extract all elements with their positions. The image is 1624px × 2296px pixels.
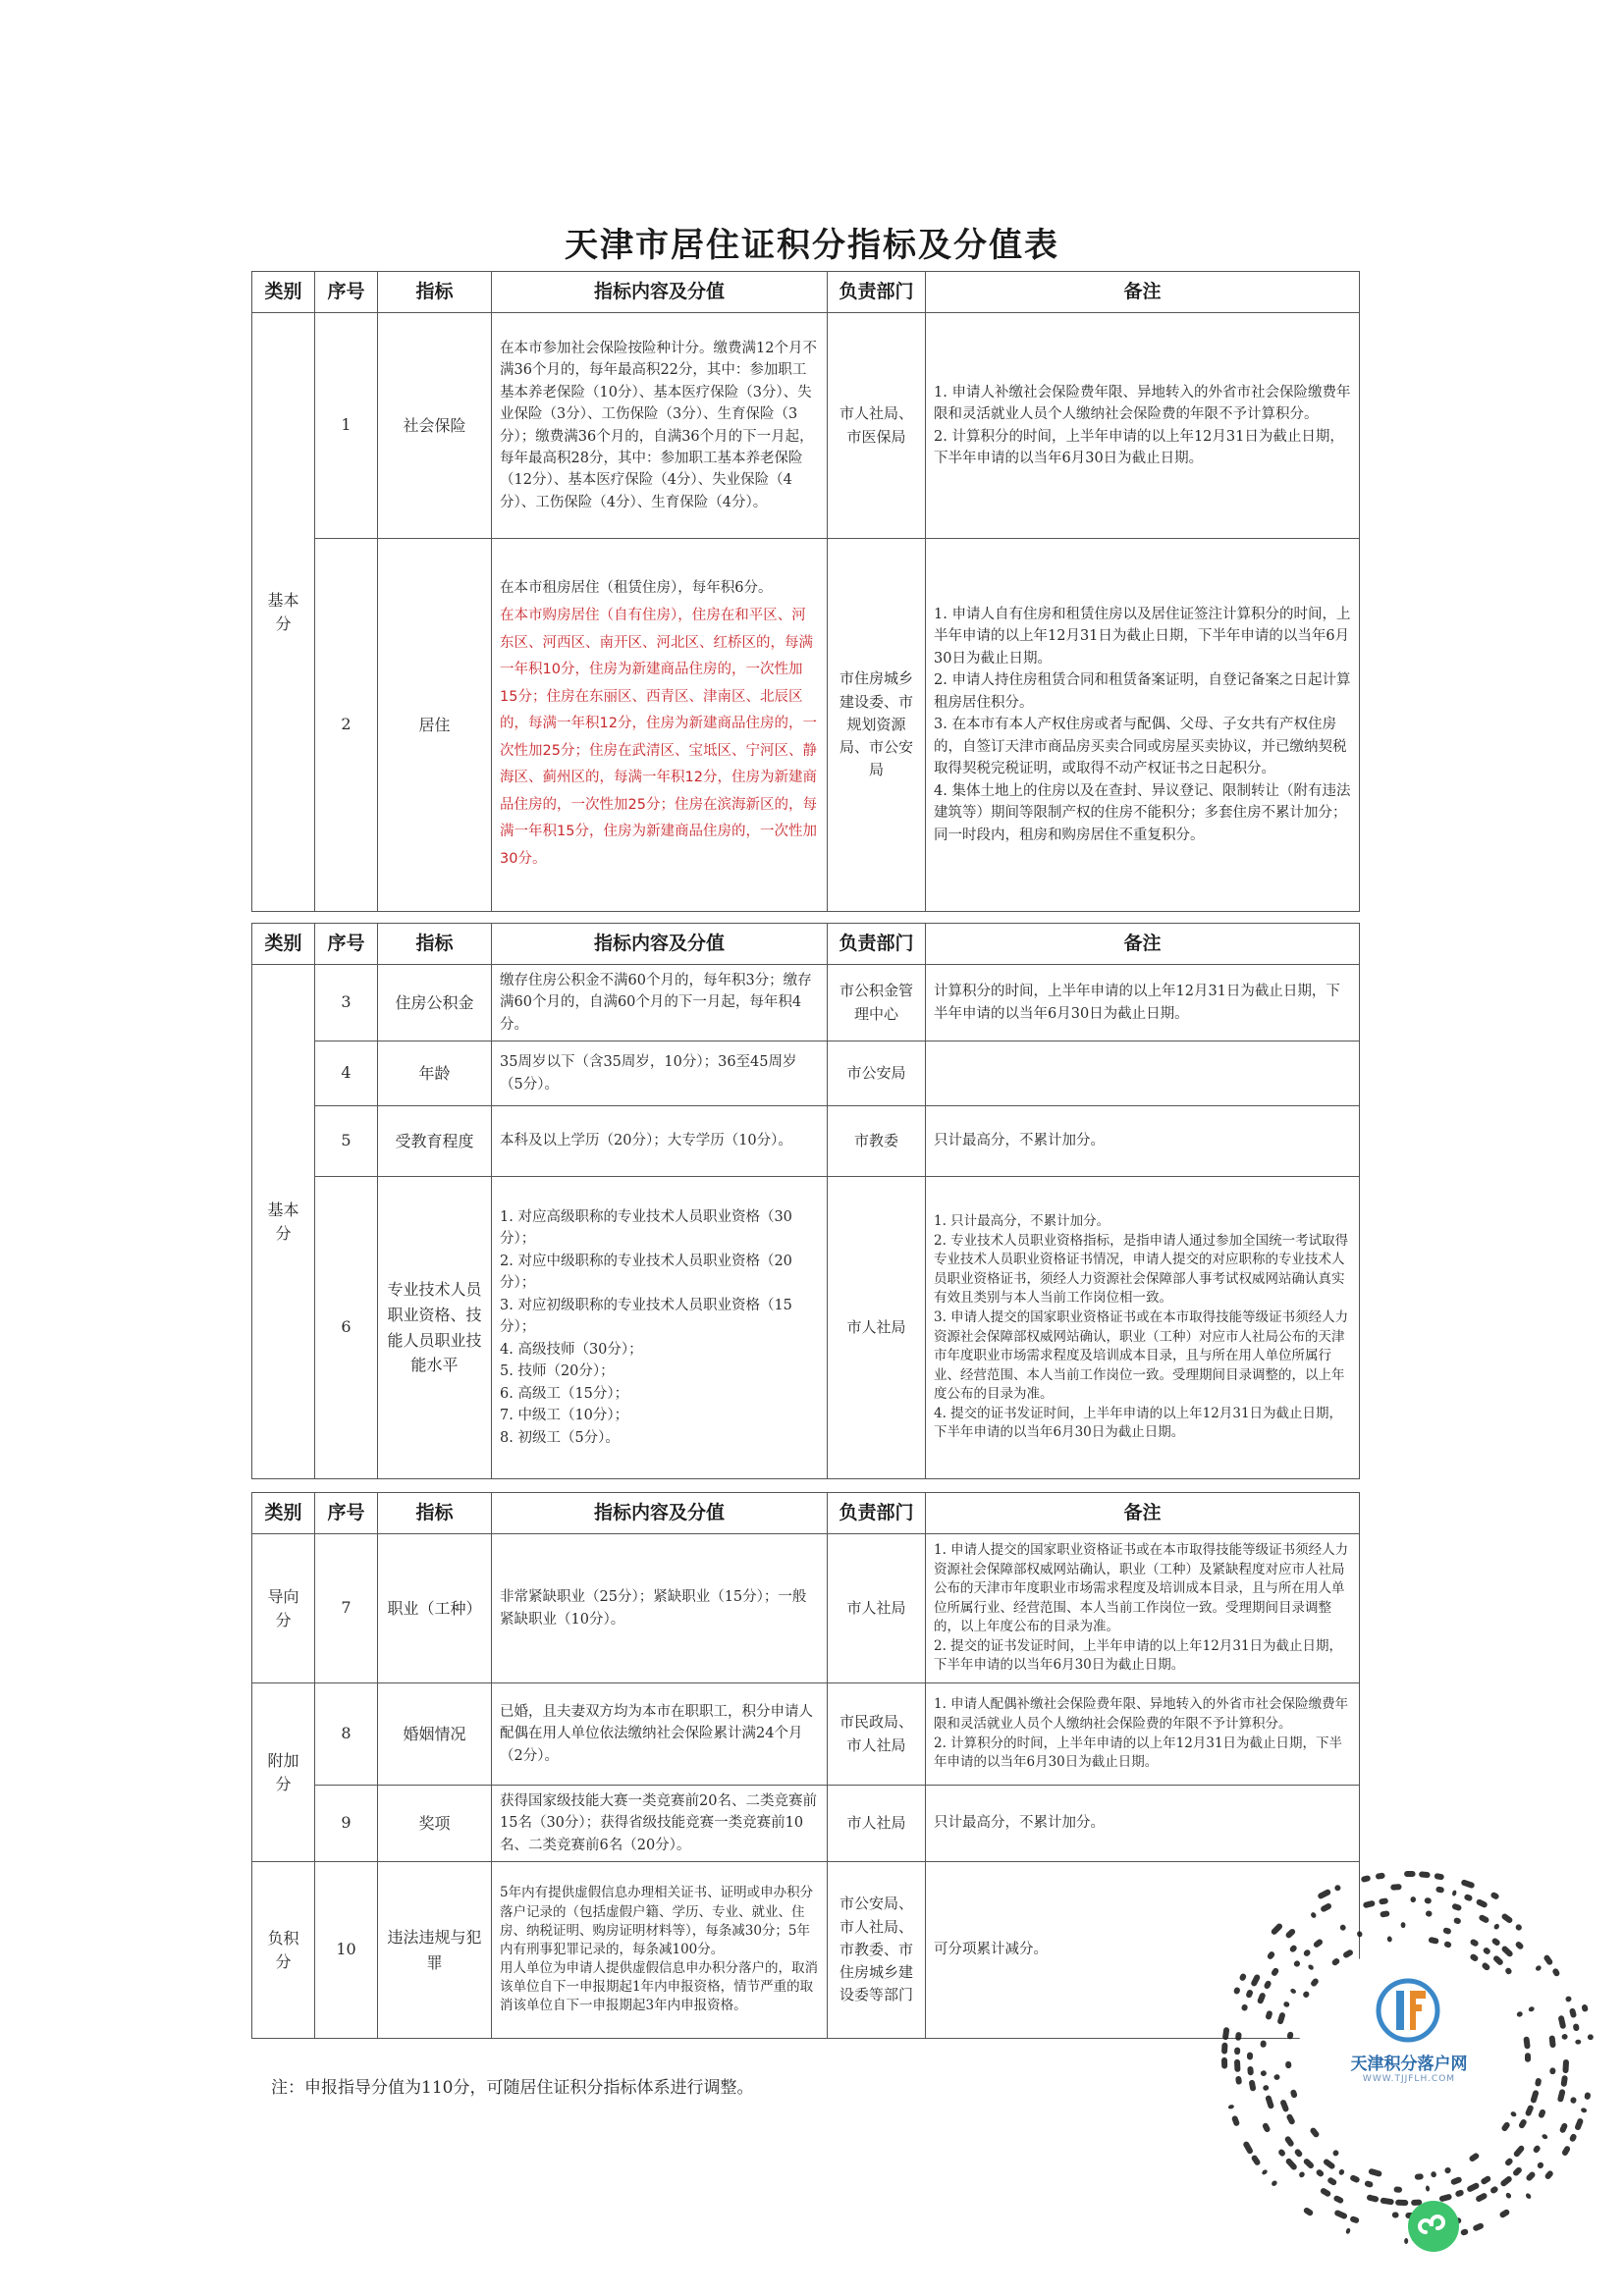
department-cell: 市公安局、市人社局、市教委、市住房城乡建设委等部门 bbox=[828, 1862, 926, 2039]
qr-dot bbox=[1333, 2210, 1348, 2220]
qr-dot bbox=[1310, 1977, 1320, 1988]
indicator-cell: 专业技术人员职业资格、技能人员职业技能水平 bbox=[378, 1177, 492, 1479]
qr-dot bbox=[1557, 2015, 1566, 2030]
qr-dot bbox=[1492, 1954, 1504, 1966]
qr-dot bbox=[1463, 1894, 1473, 1902]
qr-dot bbox=[1323, 2158, 1336, 2170]
qr-dot bbox=[1247, 2066, 1254, 2076]
qr-dot bbox=[1560, 2075, 1568, 2087]
qr-dot bbox=[1573, 2023, 1580, 2031]
content-cell bbox=[492, 539, 828, 912]
qr-dot bbox=[1293, 2148, 1303, 2158]
qr-dot bbox=[1468, 2152, 1480, 2163]
header-content: 指标内容及分值 bbox=[492, 1493, 828, 1534]
indicator-cell: 住房公积金 bbox=[378, 965, 492, 1041]
header-category: 类别 bbox=[252, 1493, 315, 1534]
qr-dot bbox=[1390, 1884, 1402, 1891]
qr-dot bbox=[1428, 1937, 1439, 1945]
content-cell: 本科及以上学历（20分）；大专学历（10分）。 bbox=[492, 1106, 828, 1177]
qr-dot bbox=[1525, 2170, 1537, 2182]
category-cell: 附加分 bbox=[252, 1683, 315, 1862]
row-number: 5 bbox=[315, 1106, 378, 1177]
header-indicator: 指标 bbox=[378, 1493, 492, 1534]
qr-dot bbox=[1267, 1950, 1276, 1960]
qr-dot bbox=[1330, 1957, 1340, 1967]
remarks-cell: 1. 申请人补缴社会保险费年限、异地转入的外省市社会保险缴费年限和灵活就业人员个人缴纳社会保险费的年限不予计算积分。 2. 计算积分的时间，上半年申请的以上年12月31日为截止日期，下半年申请的以当年6月30日为截止日期。 bbox=[926, 313, 1360, 539]
qr-dot bbox=[1285, 2061, 1291, 2069]
qr-dot bbox=[1562, 2059, 1569, 2073]
qr-dot bbox=[1307, 1963, 1315, 1970]
remarks-cell: 1. 申请人提交的国家职业资格证书或在本市取得技能等级证书须经人力资源社会保障部权威网站确认，职业（工种）及紧缺程度对应市人社局公布的天津市年度职业市场需求程度及培训成本目录，且与所在用人单位所属行业、经营范围、本人当前工作岗位一致。受理期间目录调整的，以上年度公布的目录为准。 2. 提交的证书发证时间，上半年申请的以上年12月31日为截止日期，下半年申请的以当年6月30日为截止日期。 bbox=[926, 1534, 1360, 1683]
points-table-section-1 bbox=[251, 271, 1360, 912]
department-cell: 市人社局 bbox=[828, 1786, 926, 1862]
remarks-cell: 1. 申请人自有住房和租赁住房以及居住证签注计算积分的时间，上半年申请的以上年12月31日为截止日期，下半年申请的以当年6月30日为截止日期。 2. 申请人持住房租赁合同和租赁备案证明，自登记备案之日起计算租房居住积分。 3. 在本市有本人产权住房或者与配偶、父母、子女共有产权住房的，自签订天津市商品房买卖合同或房屋买卖协议，并已缴纳契税取得契税完税证明，或取得不动产权证书之日起积分。 4. 集体土地上的住房以及在查封、异议登记、限制转让（附有违法建筑等）期间等限制产权的住房不能积分；多套住房不累计加分；同一时段内，租房和购房居住不重复积分。 bbox=[926, 539, 1360, 912]
qr-dot bbox=[1469, 1952, 1479, 1962]
remarks-cell: 计算积分的时间，上半年申请的以上年12月31日为截止日期，下半年申请的以当年6月30日为截止日期。 bbox=[926, 965, 1360, 1041]
qr-dot bbox=[1285, 2113, 1295, 2126]
header-content: 指标内容及分值 bbox=[492, 272, 828, 313]
qr-dot bbox=[1557, 2089, 1566, 2103]
qr-dot bbox=[1532, 2144, 1541, 2154]
qr-dot bbox=[1543, 2169, 1554, 2180]
qr-dot bbox=[1438, 2193, 1452, 2202]
qr-dot bbox=[1404, 2238, 1408, 2244]
qr-dot bbox=[1245, 1989, 1254, 1999]
remarks-cell: 可分项累计减分。 bbox=[926, 1862, 1360, 2039]
qr-dot bbox=[1265, 2010, 1272, 2020]
qr-dot bbox=[1528, 2005, 1535, 2012]
content-owned-housing: 在本市购房居住（自有住房），住房在和平区、河东区、河西区、南开区、河北区、红桥区的，每满一年积10分，住房为新建商品住房的，一次性加15分；住房在东丽区、西青区、津南区、北辰区的，每满一年积12分，住房为新建商品住房的，一次性加25分；住房在武清区、宝坻区、宁河区、静海区、蓟州区的，每满一年积12分，住房为新建商品住房的，一次性加25分；住房在滨海新区的，每满一年积15分，住房为新建商品住房的，一次性加30分。 bbox=[500, 608, 817, 867]
qr-dot bbox=[1342, 1949, 1354, 1958]
indicator-cell: 职业（工种） bbox=[378, 1534, 492, 1683]
qr-dot bbox=[1415, 2173, 1424, 2180]
remarks-cell: 1. 申请人配偶补缴社会保险费年限、异地转入的外省市社会保险缴费年限和灵活就业人员个人缴纳社会保险费的年限不予计算积分。 2. 计算积分的时间，上半年申请的以上年12月31日为截止日期，下半年申请的以当年6月30日为截止日期。 bbox=[926, 1683, 1360, 1786]
qr-dot bbox=[1235, 2032, 1242, 2041]
qr-dot bbox=[1303, 2158, 1316, 2169]
qr-dot bbox=[1548, 2035, 1555, 2048]
qr-dot bbox=[1242, 2141, 1254, 2156]
qr-dot bbox=[1363, 1900, 1376, 1909]
qr-dot bbox=[1551, 1967, 1560, 1977]
department-cell: 市人社局 bbox=[828, 1534, 926, 1683]
qr-dot bbox=[1271, 1967, 1280, 1977]
remarks-cell bbox=[926, 1041, 1360, 1106]
qr-dot bbox=[1221, 2043, 1228, 2055]
department-cell: 市公安局 bbox=[828, 1041, 926, 1106]
header-number: 序号 bbox=[315, 1493, 378, 1534]
qr-dot bbox=[1466, 2182, 1480, 2193]
table-header-row bbox=[252, 924, 1360, 965]
qr-dot bbox=[1303, 1949, 1312, 1957]
qr-dot bbox=[1380, 1910, 1390, 1917]
qr-dot bbox=[1500, 1945, 1514, 1957]
row-number: 9 bbox=[315, 1786, 378, 1862]
indicator-cell: 违法违规与犯罪 bbox=[378, 1862, 492, 2039]
qr-dot bbox=[1234, 2047, 1240, 2055]
qr-dot bbox=[1289, 1988, 1296, 1995]
qr-dot bbox=[1379, 1897, 1388, 1904]
footnote: 注：申报指导分值为110分，可随居住证积分指标体系进行调整。 bbox=[271, 2078, 754, 2098]
qr-dot bbox=[1263, 1980, 1272, 1990]
qr-dot bbox=[1361, 1875, 1372, 1883]
content-cell: 1. 对应高级职称的专业技术人员职业资格（30分）； 2. 对应中级职称的专业技术人员职业资格（20分）； 3. 对应初级职称的专业技术人员职业资格（15分）； 4. 高级技师（30分）； 5. 技师（20分）； 6. 高级工（15分）； 7. 中级工（10分）； 8. 初级工（5分）。 bbox=[492, 1177, 828, 1479]
qr-dot bbox=[1222, 2027, 1230, 2041]
row-number: 8 bbox=[315, 1683, 378, 1786]
qr-dot bbox=[1426, 1910, 1433, 1917]
qr-dot bbox=[1404, 1871, 1416, 1877]
qr-dot bbox=[1261, 2070, 1268, 2076]
qr-dot bbox=[1535, 2078, 1542, 2087]
qr-dot bbox=[1525, 2053, 1531, 2062]
table-row bbox=[252, 1177, 1360, 1479]
qr-dot bbox=[1410, 1896, 1416, 1902]
qr-dot bbox=[1249, 2079, 1257, 2091]
qr-dot bbox=[1288, 1944, 1297, 1953]
table-header-row bbox=[252, 272, 1360, 313]
remarks-cell: 只计最高分，不累计加分。 bbox=[926, 1106, 1360, 1177]
category-cell: 基本分 bbox=[252, 313, 315, 912]
qr-dot bbox=[1386, 1936, 1392, 1943]
qr-dot bbox=[1271, 2179, 1278, 2187]
category-cell: 负积分 bbox=[252, 1862, 315, 2039]
qr-dot bbox=[1313, 1938, 1325, 1949]
qr-dot bbox=[1257, 1992, 1267, 2004]
qr-dot bbox=[1481, 1961, 1490, 1971]
qr-dot bbox=[1434, 1873, 1444, 1881]
indicator-cell: 受教育程度 bbox=[378, 1106, 492, 1177]
qr-dot bbox=[1247, 2053, 1253, 2060]
remarks-cell: 1. 只计最高分，不累计加分。 2. 专业技术人员职业资格指标，是指申请人通过参加全国统一考试取得专业技术人员职业资格证书情况，申请人提交的对应职称的专业技术人员职业资格证书，须经人力资源社会保障部人事考试权威网站确认真实有效且类别与本人当前工作岗位相一致。 3. 申请人提交的国家职业资格证书或在本市取得技能等级证书须经人力资源社会保障部权威网站确认，职业（工种）对应市人社局公布的天津市年度职业市场需求程度及培训成本目录，且与所在用人单位所属行业、经营范围、本人当前工作岗位一致。受理期间目录调整的，以上年度公布的目录为准。 4. 提交的证书发证时间，上半年申请的以上年12月31日为截止日期，下半年申请的以当年6月30日为截止日期。 bbox=[926, 1177, 1360, 1479]
qr-dot bbox=[1332, 2195, 1344, 2205]
qr-dot bbox=[1310, 1911, 1318, 1919]
header-category: 类别 bbox=[252, 924, 315, 965]
header-number: 序号 bbox=[315, 272, 378, 313]
qr-dot bbox=[1271, 1922, 1284, 1936]
qr-dot bbox=[1233, 1987, 1241, 1996]
qr-dot bbox=[1569, 2133, 1578, 2143]
points-table-section-2 bbox=[251, 923, 1360, 1479]
qr-dot bbox=[1505, 2192, 1513, 2200]
qr-dot bbox=[1444, 2166, 1452, 2174]
qr-dot bbox=[1290, 2089, 1298, 2099]
header-indicator: 指标 bbox=[378, 924, 492, 965]
watermark-site-url: WWW.TJJFLH.COM bbox=[1362, 2074, 1456, 2084]
qr-dot bbox=[1221, 2057, 1227, 2069]
qr-dot bbox=[1273, 2074, 1280, 2081]
qr-dot bbox=[1535, 1964, 1543, 1972]
qr-dot bbox=[1476, 1898, 1489, 1908]
qr-dot bbox=[1315, 2168, 1325, 2178]
qr-dot bbox=[1349, 2174, 1360, 2183]
qr-dot bbox=[1478, 1914, 1489, 1924]
qr-dot bbox=[1349, 2216, 1360, 2224]
qr-dot bbox=[1277, 2148, 1286, 2157]
qr-dot bbox=[1490, 1937, 1500, 1947]
qr-dot bbox=[1261, 2168, 1268, 2175]
header-category: 类别 bbox=[252, 272, 315, 313]
content-cell: 非常紧缺职业（25分）；紧缺职业（15分）；一般紧缺职业（10分）。 bbox=[492, 1534, 828, 1683]
qr-dot bbox=[1504, 2157, 1514, 2166]
qr-dot bbox=[1279, 2099, 1289, 2112]
row-number: 4 bbox=[315, 1041, 378, 1106]
content-cell: 缴存住房公积金不满60个月的，每年积3分；缴存满60个月的，自满60个月的下一月起，每年积4分。 bbox=[492, 965, 828, 1041]
qr-dot bbox=[1250, 1973, 1261, 1987]
qr-dot bbox=[1443, 1941, 1452, 1949]
qr-dot bbox=[1514, 1941, 1524, 1950]
qr-dot bbox=[1356, 1931, 1363, 1939]
qr-dot bbox=[1293, 1959, 1302, 1968]
qr-dot bbox=[1451, 1890, 1457, 1896]
row-number: 10 bbox=[315, 1862, 378, 2039]
qr-dot bbox=[1549, 2067, 1556, 2074]
qr-dot bbox=[1368, 2168, 1382, 2178]
qr-dot bbox=[1338, 2168, 1346, 2176]
qr-dot bbox=[1395, 2200, 1408, 2207]
table-header-row bbox=[252, 1493, 1360, 1534]
qr-dot bbox=[1525, 2105, 1535, 2117]
qr-dot bbox=[1265, 2095, 1274, 2109]
table-row bbox=[252, 965, 1360, 1041]
qr-dot bbox=[1500, 2121, 1511, 2133]
qr-dot bbox=[1419, 1871, 1431, 1878]
qr-dot bbox=[1331, 2149, 1339, 2157]
qr-dot bbox=[1570, 2097, 1577, 2105]
qr-dot bbox=[1442, 1927, 1452, 1935]
qr-dot bbox=[1510, 2110, 1518, 2117]
table-row bbox=[252, 1786, 1360, 1862]
qr-dot bbox=[1380, 2198, 1394, 2206]
header-remarks: 备注 bbox=[926, 272, 1360, 313]
qr-dot bbox=[1317, 1889, 1331, 1900]
qr-dot bbox=[1500, 1912, 1513, 1924]
table-row bbox=[252, 313, 1360, 539]
category-cell: 导向分 bbox=[252, 1534, 315, 1683]
content-rental: 在本市租房居住（租赁住房），每年积6分。 bbox=[500, 579, 773, 596]
header-indicator: 指标 bbox=[378, 272, 492, 313]
qr-dot bbox=[1282, 2001, 1290, 2007]
qr-dot bbox=[1513, 2145, 1526, 2159]
qr-dot bbox=[1498, 2209, 1510, 2219]
qr-dot bbox=[1284, 1928, 1296, 1940]
qr-dot bbox=[1326, 2176, 1337, 2186]
department-cell: 市住房城乡建设委、市规划资源局、市公安局 bbox=[828, 539, 926, 912]
qr-dot bbox=[1366, 2194, 1379, 2203]
qr-dot bbox=[1227, 2104, 1234, 2109]
content-cell: 35周岁以下（含35周岁，10分）；36至45周岁（5分）。 bbox=[492, 1041, 828, 1106]
watermark-site-name: 天津积分落户网 bbox=[1350, 2055, 1468, 2074]
qr-dot bbox=[1345, 2227, 1351, 2234]
qr-dot bbox=[1530, 2090, 1540, 2104]
content-cell: 5年内有提供虚假信息办理相关证书、证明或申办积分落户记录的（包括虚假户籍、学历、专业、就业、住房、纳税证明、购房证明材料等），每条减30分；5年内有刑事犯罪记录的，每条减100分。 用人单位为申请人提供虚假信息申办积分落户的，取消该单位自下一申报期起1年内申报资格，情节严重的取消该单位自下一申报期起3年内申报资格。 bbox=[492, 1862, 828, 2039]
qr-dot bbox=[1320, 2187, 1332, 2198]
qr-dot bbox=[1392, 2212, 1399, 2218]
qr-dot bbox=[1588, 2034, 1595, 2040]
qr-dot bbox=[1401, 1922, 1406, 1928]
qr-dot bbox=[1543, 1953, 1553, 1965]
indicator-cell: 年龄 bbox=[378, 1041, 492, 1106]
header-content: 指标内容及分值 bbox=[492, 924, 828, 965]
qr-dot bbox=[1514, 1923, 1523, 1932]
content-cell: 已婚，且夫妻双方均为本市在职职工，积分申请人配偶在用人单位依法缴纳社会保险累计满24个月（2分）。 bbox=[492, 1683, 828, 1786]
category-cell: 基本分 bbox=[252, 965, 315, 1479]
qr-dot bbox=[1489, 2185, 1499, 2194]
department-cell: 市教委 bbox=[828, 1106, 926, 1177]
header-department: 负责部门 bbox=[828, 1493, 926, 1534]
qr-dot bbox=[1303, 2207, 1315, 2217]
indicator-cell: 奖项 bbox=[378, 1786, 492, 1862]
qr-dot bbox=[1235, 2076, 1242, 2085]
header-department: 负责部门 bbox=[828, 272, 926, 313]
qr-dot bbox=[1241, 2003, 1249, 2011]
qr-dot bbox=[1262, 2122, 1272, 2133]
qr-dot bbox=[1286, 2031, 1293, 2039]
qr-dot bbox=[1393, 2186, 1402, 2193]
department-cell: 市民政局、市人社局 bbox=[828, 1683, 926, 1786]
row-number: 6 bbox=[315, 1177, 378, 1479]
qr-dot bbox=[1480, 2175, 1491, 2186]
department-cell: 市人社局 bbox=[828, 1177, 926, 1479]
qr-dot bbox=[1451, 1903, 1462, 1912]
row-number: 2 bbox=[315, 539, 378, 912]
qr-dot bbox=[1574, 2117, 1584, 2131]
table-row bbox=[252, 1041, 1360, 1106]
content-cell: 获得国家级技能大赛一类竞赛前20名、二类竞赛前15名（30分）；获得省级技能竞赛一类竞赛前10名、二类竞赛前6名（20分）。 bbox=[492, 1786, 828, 1862]
qr-dot bbox=[1499, 2175, 1513, 2188]
points-table-section-3 bbox=[251, 1492, 1360, 2039]
header-department: 负责部门 bbox=[828, 924, 926, 965]
qr-dot bbox=[1234, 2059, 1241, 2072]
qr-dot bbox=[1231, 2115, 1240, 2127]
qr-dot bbox=[1537, 2162, 1545, 2170]
qr-dot bbox=[1561, 2034, 1568, 2040]
qr-dot bbox=[1302, 1990, 1310, 1999]
qr-dot bbox=[1453, 1917, 1462, 1925]
table-row bbox=[252, 1534, 1360, 1683]
table-row bbox=[252, 1683, 1360, 1786]
qr-dot bbox=[1561, 2145, 1571, 2157]
qr-dot bbox=[1431, 2171, 1437, 2178]
row-number: 1 bbox=[315, 313, 378, 539]
indicator-cell: 居住 bbox=[378, 539, 492, 912]
qr-dot bbox=[1489, 1892, 1499, 1900]
qr-dot bbox=[1450, 2176, 1463, 2186]
qr-dot bbox=[1426, 2185, 1431, 2192]
qr-dot bbox=[1364, 2180, 1374, 2188]
miniprogram-icon bbox=[1408, 2201, 1459, 2252]
remarks-cell: 只计最高分，不累计加分。 bbox=[926, 1786, 1360, 1862]
qr-dot bbox=[1581, 2108, 1588, 2113]
qr-dot bbox=[1569, 2007, 1577, 2018]
qr-dot bbox=[1460, 1879, 1475, 1889]
qr-dot bbox=[1483, 1947, 1491, 1955]
qr-dot bbox=[1435, 1886, 1444, 1893]
qr-dot bbox=[1472, 2222, 1485, 2232]
qr-dot bbox=[1284, 2158, 1298, 2171]
qr-dot bbox=[1523, 2036, 1531, 2049]
department-cell: 市人社局、市医保局 bbox=[828, 313, 926, 539]
qr-dot bbox=[1538, 2109, 1546, 2119]
table-row bbox=[252, 1862, 1360, 2039]
qr-dot bbox=[1309, 2126, 1320, 2138]
qr-dot bbox=[1454, 2189, 1464, 2198]
qr-dot bbox=[1250, 2154, 1261, 2166]
qr-dot bbox=[1581, 2003, 1589, 2012]
qr-dot bbox=[1493, 1923, 1500, 1931]
qr-dot bbox=[1584, 2092, 1591, 2100]
qr-dot bbox=[1565, 1996, 1573, 2002]
qr-dot bbox=[1516, 2010, 1524, 2017]
indicator-cell: 社会保险 bbox=[378, 313, 492, 539]
page-title: 天津市居住证积分指标及分值表 bbox=[565, 226, 1059, 265]
qr-dot bbox=[1542, 2133, 1549, 2140]
department-cell: 市公积金管理中心 bbox=[828, 965, 926, 1041]
qr-dot bbox=[1298, 2170, 1306, 2178]
qr-dot bbox=[1320, 1902, 1332, 1913]
qr-dot bbox=[1504, 1967, 1513, 1976]
table-row bbox=[252, 1106, 1360, 1177]
header-number: 序号 bbox=[315, 924, 378, 965]
content-cell: 在本市参加社会保险按险种计分。缴费满12个月不满36个月的，每年最高积22分，其中：参加职工基本养老保险（10分）、基本医疗保险（3分）、失业保险（3分）、工伤保险（3分）、生育保险（3分）；缴费满36个月的，自满36个月的下一月起，每年最高积28分，其中：参加职工基本养老保险（12分）、基本医疗保险（4分）、失业保险（4分）、工伤保险（4分）、生育保险（4分）。 bbox=[492, 313, 828, 539]
qr-dot bbox=[1518, 2118, 1528, 2129]
qr-dot bbox=[1559, 2122, 1569, 2134]
qr-dot bbox=[1276, 2011, 1285, 2025]
qr-dot bbox=[1376, 1872, 1385, 1879]
row-number: 7 bbox=[315, 1534, 378, 1683]
table-row bbox=[252, 539, 1360, 912]
qr-dot bbox=[1333, 1884, 1341, 1892]
qr-dot bbox=[1525, 2192, 1532, 2200]
qr-dot bbox=[1475, 2192, 1488, 2203]
qr-dot bbox=[1424, 1897, 1432, 1904]
qr-dot bbox=[1239, 1973, 1248, 1982]
qr-dot bbox=[1284, 2135, 1295, 2148]
qr-dot bbox=[1339, 1924, 1347, 1932]
qr-dot bbox=[1460, 2228, 1469, 2236]
header-remarks: 备注 bbox=[926, 1493, 1360, 1534]
qr-dot bbox=[1512, 2166, 1523, 2177]
indicator-cell: 婚姻情况 bbox=[378, 1683, 492, 1786]
qr-dot bbox=[1263, 2085, 1270, 2092]
header-remarks: 备注 bbox=[926, 924, 1360, 965]
qr-dot bbox=[1469, 1938, 1479, 1947]
row-number: 3 bbox=[315, 965, 378, 1041]
qr-dot bbox=[1575, 2039, 1581, 2044]
qr-dot bbox=[1260, 2040, 1267, 2048]
